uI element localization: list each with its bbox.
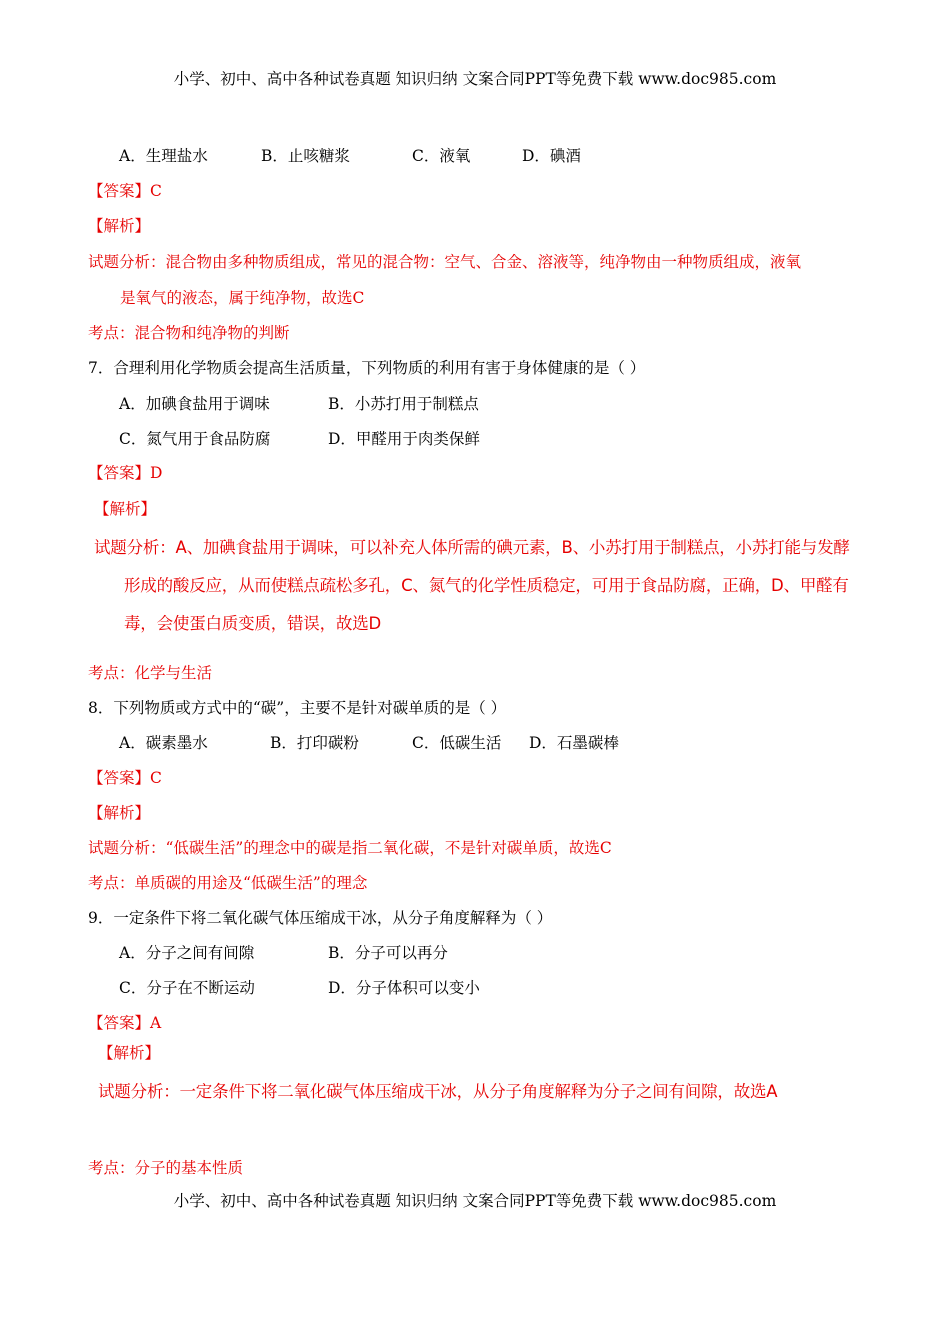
q9-analysis-line-1: 试题分析：一定条件下将二氧化碳气体压缩成干冰，从分子角度解释为分子之间有间隙，故选A [98, 1082, 778, 1101]
q7-answer: 【答案】D [88, 464, 163, 482]
q7-analysis-line-2: 形成的酸反应，从而使糕点疏松多孔，C、氮气的化学性质稳定，可用于食品防腐，正确，D、甲醛有 [124, 576, 849, 595]
q8-analysis-line-1: 试题分析：“低碳生活”的理念中的碳是指二氧化碳，不是针对碳单质，故选C [88, 839, 612, 857]
q7-option-d: D．甲醛用于肉类保鲜 [328, 430, 480, 448]
q9-point: 考点：分子的基本性质 [88, 1159, 244, 1177]
q7-analysis-line-1: 试题分析：A、加碘食盐用于调味，可以补充人体所需的碘元素，B、小苏打用于制糕点，小苏打能与发酵 [94, 538, 850, 557]
q7-point: 考点：化学与生活 [88, 664, 213, 682]
q8-option-d: D．石墨碳棒 [529, 734, 619, 752]
q8-option-b: B．打印碳粉 [270, 734, 359, 752]
q7-option-a: A．加碘食盐用于调味 [119, 395, 270, 413]
q9-stem: 9．一定条件下将二氧化碳气体压缩成干冰，从分子角度解释为（ ） [88, 909, 553, 927]
page-header: 小学、初中、高中各种试卷真题 知识归纳 文案合同PPT等免费下载 www.doc985.com [173, 70, 777, 88]
q6-analysis-label: 【解析】 [88, 217, 151, 235]
q9-option-a: A．分子之间有间隙 [119, 944, 255, 962]
q6-analysis-line-2: 是氧气的液态，属于纯净物，故选C [120, 289, 365, 307]
q9-option-b: B．分子可以再分 [328, 944, 448, 962]
q9-option-d: D．分子体积可以变小 [328, 979, 480, 997]
q8-option-c: C．低碳生活 [412, 734, 502, 752]
q8-point: 考点：单质碳的用途及“低碳生活”的理念 [88, 874, 368, 892]
q9-option-c: C．分子在不断运动 [119, 979, 255, 997]
q7-option-c: C．氮气用于食品防腐 [119, 430, 271, 448]
q6-point: 考点：混合物和纯净物的判断 [88, 324, 290, 342]
q6-option-b: B．止咳糖浆 [261, 147, 350, 165]
q6-option-d: D．碘酒 [522, 147, 581, 165]
q7-analysis-line-3: 毒，会使蛋白质变质，错误，故选D [124, 614, 382, 633]
q6-answer: 【答案】C [88, 182, 162, 200]
q6-option-c: C．液氧 [412, 147, 471, 165]
q8-option-a: A．碳素墨水 [119, 734, 208, 752]
q6-analysis-line-1: 试题分析：混合物由多种物质组成，常见的混合物：空气、合金、溶液等，纯净物由一种物质组成，液氧 [88, 253, 802, 271]
q9-analysis-label: 【解析】 [98, 1044, 161, 1062]
q8-stem: 8．下列物质或方式中的“碳”，主要不是针对碳单质的是（ ） [88, 699, 507, 717]
q7-analysis-label: 【解析】 [94, 500, 157, 518]
q9-answer: 【答案】A [88, 1014, 162, 1032]
q7-stem: 7．合理利用化学物质会提高生活质量，下列物质的利用有害于身体健康的是（ ） [88, 359, 646, 377]
q6-option-a: A．生理盐水 [119, 147, 208, 165]
q8-answer: 【答案】C [88, 769, 162, 787]
q7-option-b: B．小苏打用于制糕点 [328, 395, 479, 413]
q8-analysis-label: 【解析】 [88, 804, 151, 822]
page-footer: 小学、初中、高中各种试卷真题 知识归纳 文案合同PPT等免费下载 www.doc985.com [173, 1192, 777, 1210]
